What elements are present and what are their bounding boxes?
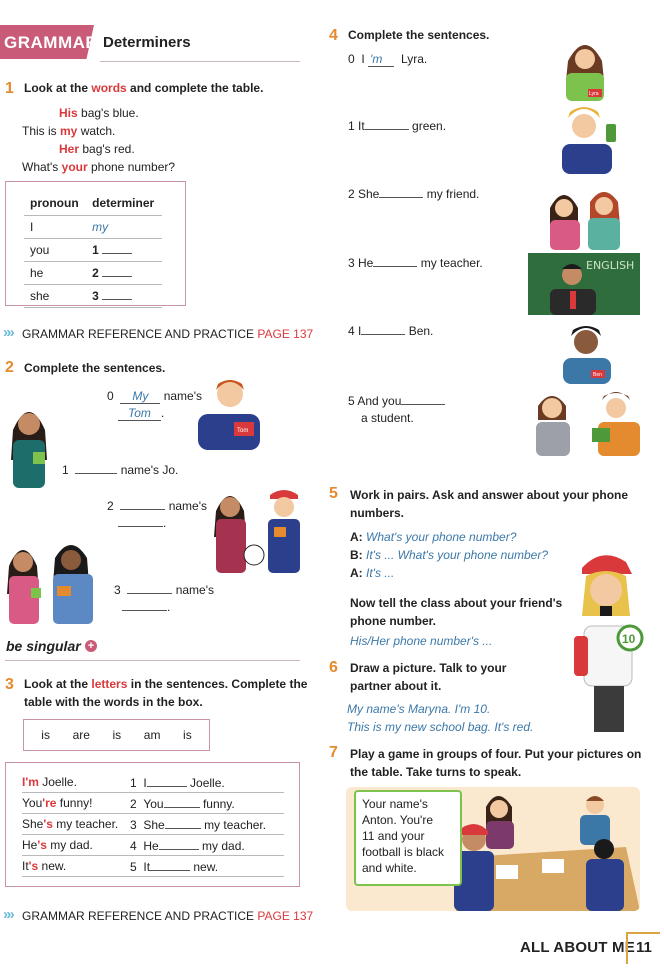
speech-bubble-line: Anton. You're xyxy=(362,813,434,827)
exercise-7-instruction: Play a game in groups of four. Put your pictures on the table. Take turns to speak. xyxy=(350,747,642,779)
exercise-5-instruction: Work in pairs. Ask and answer about your phone numbers. xyxy=(350,488,629,520)
ex4-sentence-5-line-2: a student. xyxy=(361,411,414,425)
girl-lyra-illustration xyxy=(560,37,610,101)
grammar-reference-link-1[interactable]: GRAMMAR REFERENCE AND PRACTICE PAGE 137 xyxy=(22,327,314,341)
speech-bubble-line: Your name's xyxy=(362,797,428,811)
grammar-tab-label: GRAMMAR xyxy=(4,33,99,52)
boy-with-phone-illustration xyxy=(558,102,624,174)
table-cell: She's my teacher. xyxy=(22,817,119,831)
ex4-sentence-1[interactable]: 1 It green. xyxy=(348,119,447,133)
table-cell: It's new. xyxy=(22,859,67,873)
badge-tom: Tom xyxy=(237,428,249,434)
ex4-sentence-2[interactable]: 2 She my friend. xyxy=(348,187,480,201)
table-row xyxy=(22,793,284,814)
table-row xyxy=(24,215,162,238)
table-cell: she xyxy=(24,284,86,307)
two-girls-illustration xyxy=(5,538,99,624)
determiner-table xyxy=(24,192,162,308)
table-row xyxy=(22,814,284,835)
chevron-right-icon: »» xyxy=(3,324,10,341)
sentence-3[interactable]: 3 name's xyxy=(114,583,215,597)
word-box-item: is xyxy=(41,728,50,742)
sentence-2[interactable]: 2 name's xyxy=(107,499,208,513)
table-cell[interactable]: 2 You funny. xyxy=(130,796,235,811)
table-cell[interactable]: 3 She my teacher. xyxy=(130,817,267,832)
exercise-7-number: 7 xyxy=(329,744,338,761)
ex4-sentence-4[interactable]: 4 I Ben. xyxy=(348,324,434,338)
table-row xyxy=(22,772,284,793)
speech-bubble-line: 11 and your xyxy=(362,829,425,843)
exercise-3-number: 3 xyxy=(5,676,14,693)
table-row xyxy=(24,192,162,215)
badge-lyra: Lyra xyxy=(589,91,599,97)
table-cell: you xyxy=(24,238,86,261)
footer-section-title: ALL ABOUT ME xyxy=(520,939,635,956)
table-row xyxy=(24,284,162,307)
table-cell: I'm Joelle. xyxy=(22,775,77,789)
exercise-6-instruction: Draw a picture. Talk to your partner about it. xyxy=(350,661,507,693)
table-cell: You're funny! xyxy=(22,796,93,810)
sentence-0-line-2: Tom . xyxy=(118,406,164,420)
ex5-tell-instruction: Now tell the class about your friend's phone number. xyxy=(350,596,563,628)
table-row xyxy=(24,261,162,284)
table-cell[interactable]: 4 He my dad. xyxy=(130,838,245,853)
ex6-example-2: This is my new school bag. It's red. xyxy=(347,720,534,734)
example-line-1: His bag's blue. xyxy=(59,106,139,120)
table-cell[interactable]: 1 I Joelle. xyxy=(130,775,225,790)
table-header-determiner: determiner xyxy=(86,192,162,215)
table-row xyxy=(22,835,284,856)
ex4-sentence-5[interactable]: 5 And you xyxy=(348,393,445,408)
section-divider xyxy=(5,660,300,661)
example-line-4: What's your phone number? xyxy=(22,160,176,174)
chevron-right-icon: »» xyxy=(3,906,10,923)
table-header-pronoun: pronoun xyxy=(24,192,86,215)
word-box-item: is xyxy=(183,728,192,742)
word-box-item: am xyxy=(143,728,161,742)
exercise-3-instruction: Look at the letters in the sentences. Complete the table with the words in the box. xyxy=(24,677,308,709)
exercise-2-instruction: Complete the sentences. xyxy=(24,361,166,375)
sentence-1[interactable]: 1 name's Jo. xyxy=(62,463,179,477)
sentence-2-line-2[interactable]: . xyxy=(118,515,166,530)
ex4-sentence-0: 0 I 'm Lyra. xyxy=(348,52,428,66)
be-singular-heading: be singular xyxy=(6,638,81,654)
ex4-sentence-3[interactable]: 3 He my teacher. xyxy=(348,256,483,270)
table-row xyxy=(24,238,162,261)
exercise-1-number: 1 xyxy=(5,80,14,97)
word-box-item: are xyxy=(72,728,90,742)
teacher-at-board-illustration xyxy=(528,253,640,315)
exercise-4-instruction: Complete the sentences. xyxy=(348,28,490,42)
girl-and-boy-with-ball-illustration xyxy=(210,485,302,573)
word-box-item: is xyxy=(112,728,122,742)
dialogue-line-a1: A: What's your phone number? xyxy=(350,530,517,544)
speech-bubble-line: football is black xyxy=(362,845,445,859)
two-friends-illustration xyxy=(546,186,622,250)
boy-with-microphone-illustration xyxy=(196,372,262,450)
sentence-0: 0 My name's xyxy=(107,389,203,403)
ex6-example-1: My name's Maryna. I'm 10. xyxy=(347,702,491,716)
girl-with-badge-illustration xyxy=(5,400,53,488)
table-cell: he xyxy=(24,261,86,284)
table-cell[interactable]: 1 xyxy=(86,238,162,261)
table-row xyxy=(22,856,284,877)
boy-ben-illustration xyxy=(557,318,615,384)
table-cell[interactable]: 2 xyxy=(86,261,162,284)
ex5-example: His/Her phone number's ... xyxy=(350,634,493,648)
speech-bubble xyxy=(354,790,462,886)
exercise-5-number: 5 xyxy=(329,485,338,502)
girl-with-cap-illustration xyxy=(572,546,656,732)
dialogue-line-b1: B: It's ... What's your phone number? xyxy=(350,548,549,562)
be-table xyxy=(22,772,284,877)
plus-circle-icon[interactable]: + xyxy=(85,640,97,652)
example-line-3: Her bag's red. xyxy=(59,142,135,156)
table-cell: I xyxy=(24,215,86,238)
two-students-illustration xyxy=(532,386,644,456)
dialogue-line-a2: A: It's ... xyxy=(350,566,395,580)
speech-bubble-line: and white. xyxy=(362,861,417,875)
exercise-1-instruction: Look at the words and complete the table. xyxy=(24,81,264,95)
table-cell: my xyxy=(86,215,162,238)
exercise-2-number: 2 xyxy=(5,359,14,376)
sentence-3-line-2[interactable]: . xyxy=(122,599,170,614)
table-cell[interactable]: 5 It new. xyxy=(130,859,219,874)
exercise-4-number: 4 xyxy=(329,27,338,44)
title-divider xyxy=(100,61,300,62)
exercise-6-number: 6 xyxy=(329,659,338,676)
word-box xyxy=(23,719,210,751)
page-number: 11 xyxy=(636,939,652,956)
board-text: ENGLISH xyxy=(586,259,635,272)
grammar-reference-link-2[interactable]: GRAMMAR REFERENCE AND PRACTICE PAGE 137 xyxy=(22,909,314,923)
badge-10: 10 xyxy=(622,632,636,646)
table-cell: He's my dad. xyxy=(22,838,93,852)
page-title: Determiners xyxy=(103,34,191,51)
example-line-2: This is my watch. xyxy=(22,124,116,138)
badge-ben: Ben xyxy=(593,372,602,378)
table-cell[interactable]: 3 xyxy=(86,284,162,307)
